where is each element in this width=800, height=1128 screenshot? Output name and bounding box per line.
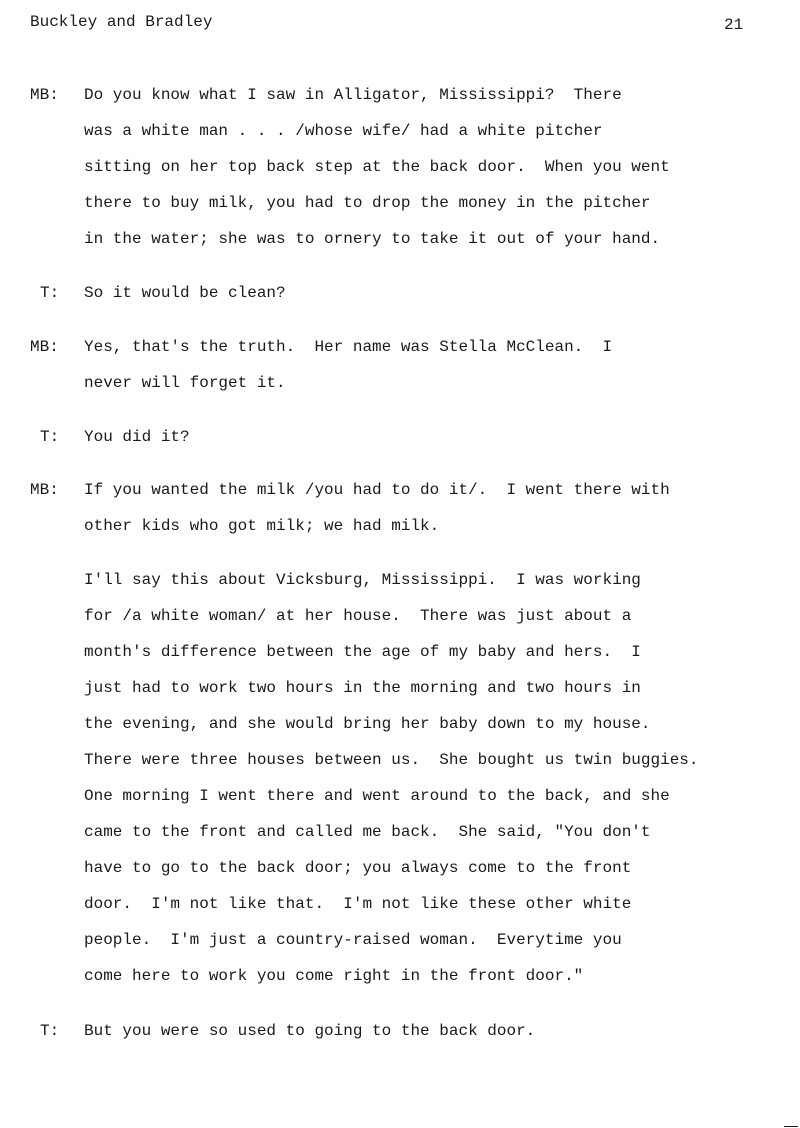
transcript-line: If you wanted the milk /you had to do it/. I went there with [84,481,670,499]
speaker-label: MB: [30,86,59,104]
transcript-line: Yes, that's the truth. Her name was Stella McClean. I [84,338,613,356]
running-header-title: Buckley and Bradley [30,13,213,31]
transcript-line: You did it? [84,428,190,446]
transcript-line: never will forget it. [84,374,286,392]
transcript-line: One morning I went there and went around to the back, and she [84,787,670,805]
speaker-label: MB: [30,481,59,499]
transcript-line: just had to work two hours in the morning and two hours in [84,679,641,697]
transcript-line: came to the front and called me back. She said, "You don't [84,823,651,841]
speaker-label: MB: [30,338,59,356]
transcript-line: the evening, and she would bring her baby down to my house. [84,715,651,733]
transcript-line: I'll say this about Vicksburg, Mississippi. I was working [84,571,641,589]
transcript-line: come here to work you come right in the front door." [84,967,584,985]
transcript-line: So it would be clean? [84,284,286,302]
transcript-line: month's difference between the age of my baby and hers. I [84,643,641,661]
transcript-line: other kids who got milk; we had milk. [84,517,440,535]
transcript-line: There were three houses between us. She bought us twin buggies. [84,751,699,769]
transcript-line: But you were so used to going to the back door. [84,1022,536,1040]
speaker-label: T: [40,428,60,446]
page-number: 21 [724,16,744,34]
transcript-line: in the water; she was to ornery to take it out of your hand. [84,230,661,248]
transcript-line: people. I'm just a country-raised woman. Everytime you [84,931,622,949]
page-edge-mark [784,1126,798,1127]
transcript-line: was a white man . . . /whose wife/ had a white pitcher [84,122,603,140]
transcript-line: door. I'm not like that. I'm not like these other white [84,895,632,913]
speaker-label: T: [40,1022,60,1040]
transcript-line: Do you know what I saw in Alligator, Mississippi? There [84,86,622,104]
transcript-line: have to go to the back door; you always come to the front [84,859,632,877]
transcript-line: for /a white woman/ at her house. There was just about a [84,607,632,625]
speaker-label: T: [40,284,60,302]
transcript-line: there to buy milk, you had to drop the money in the pitcher [84,194,651,212]
transcript-line: sitting on her top back step at the back door. When you went [84,158,670,176]
